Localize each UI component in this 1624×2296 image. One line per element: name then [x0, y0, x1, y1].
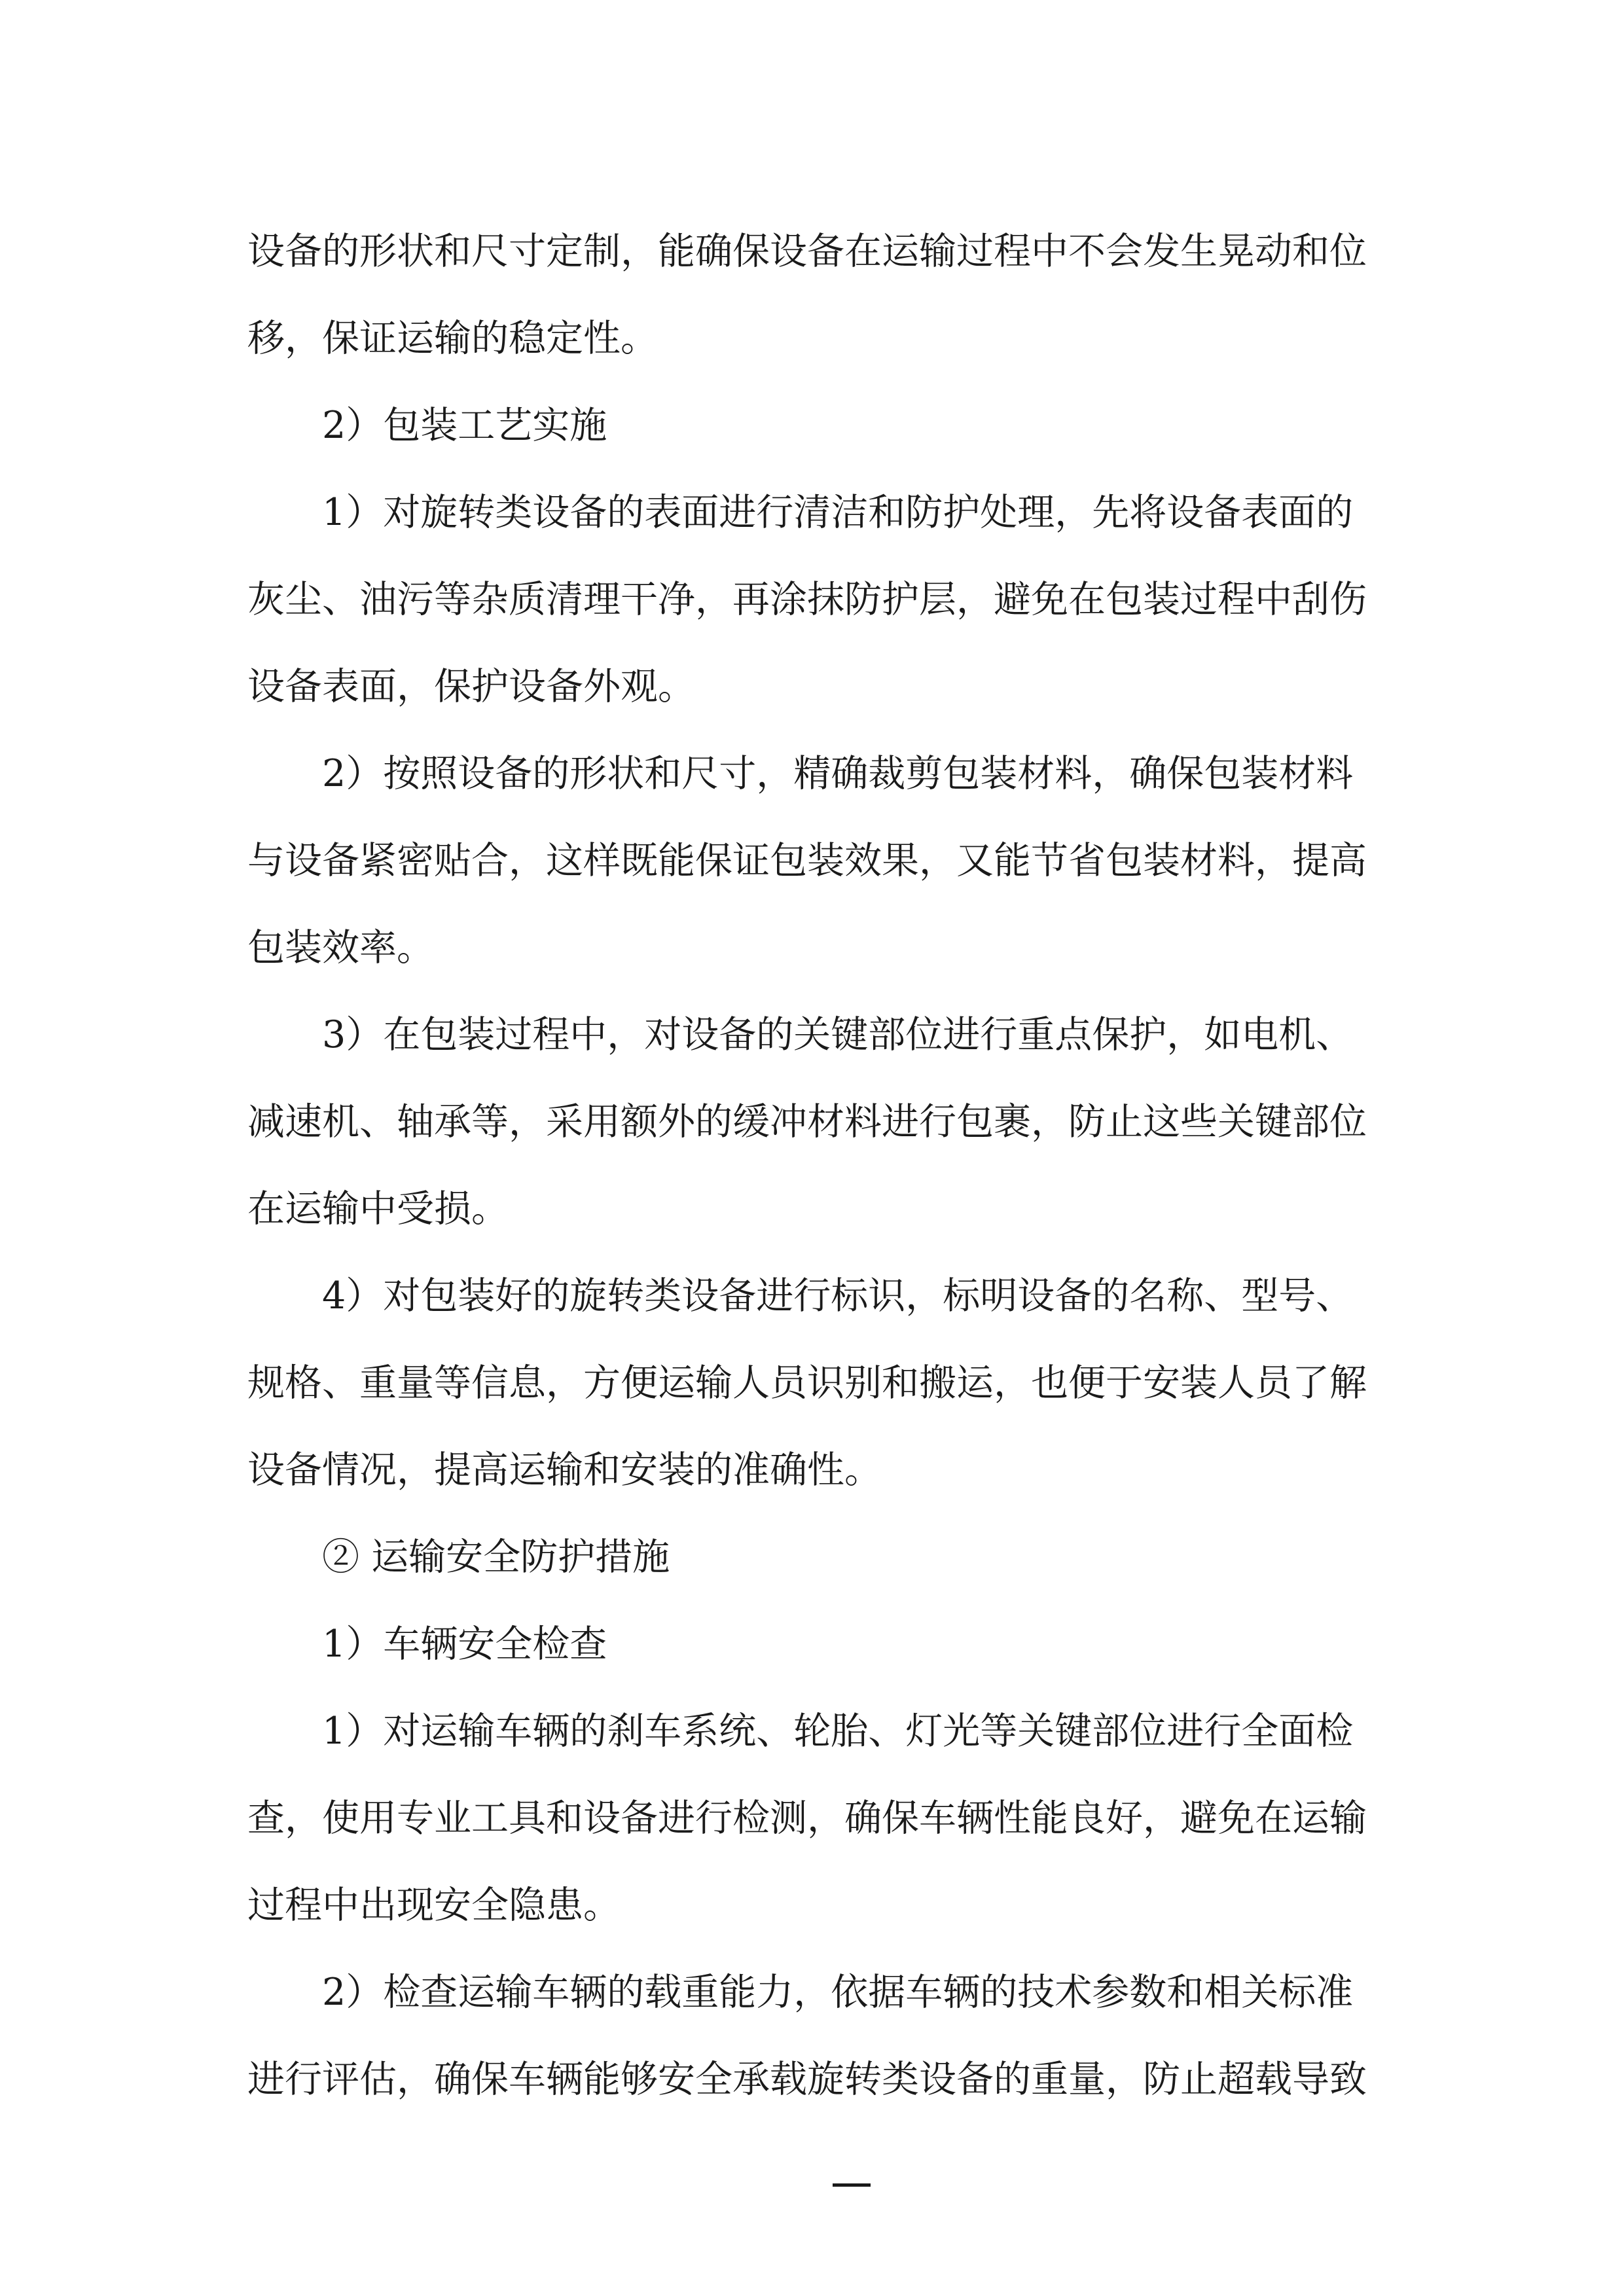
- text-line: 移，保证运输的稳定性。: [247, 317, 658, 360]
- text-line: 在运输中受损。: [247, 1187, 509, 1230]
- text-line: 查，使用专业工具和设备进行检测，确保车辆性能良好，避免在运输: [247, 1797, 1367, 1840]
- text-line: 包装效率。: [247, 926, 434, 969]
- text-line: 减速机、轴承等，采用额外的缓冲材料进行包裹，防止这些关键部位: [247, 1100, 1367, 1143]
- text-line: 与设备紧密贴合，这样既能保证包装效果，又能节省包装材料，提高: [247, 839, 1367, 882]
- section-heading: 1）车辆安全检查: [322, 1623, 607, 1666]
- text-line: 灰尘、油污等杂质清理干净，再涂抹防护层，避免在包装过程中刮伤: [247, 578, 1367, 621]
- text-line: 设备表面，保护设备外观。: [247, 665, 695, 708]
- text-line: 进行评估，确保车辆能够安全承载旋转类设备的重量，防止超载导致: [247, 2058, 1367, 2101]
- text-line: 4）对包装好的旋转类设备进行标识，标明设备的名称、型号、: [322, 1274, 1354, 1318]
- text-line: 1）对旋转类设备的表面进行清洁和防护处理，先将设备表面的: [322, 491, 1354, 534]
- text-line: 2）检查运输车辆的载重能力，依据车辆的技术参数和相关标准: [322, 1971, 1354, 2014]
- page-number-mark: [833, 2183, 871, 2187]
- text-line: 1）对运输车辆的刹车系统、轮胎、灯光等关键部位进行全面检: [322, 1710, 1354, 1753]
- text-line: 规格、重量等信息，方便运输人员识别和搬运，也便于安装人员了解: [247, 1361, 1367, 1405]
- text-line: 3）在包装过程中，对设备的关键部位进行重点保护，如电机、: [322, 1013, 1354, 1056]
- text-line: 设备情况，提高运输和安装的准确性。: [247, 1448, 882, 1492]
- section-heading: ② 运输安全防护措施: [322, 1535, 670, 1579]
- body-text: [247, 208, 1383, 2123]
- text-line: 过程中出现安全隐患。: [247, 1884, 621, 1927]
- section-heading: 2）包装工艺实施: [322, 404, 607, 447]
- text-line: 设备的形状和尺寸定制，能确保设备在运输过程中不会发生晃动和位: [247, 230, 1367, 273]
- text-line: 2）按照设备的形状和尺寸，精确裁剪包装材料，确保包装材料: [322, 752, 1354, 795]
